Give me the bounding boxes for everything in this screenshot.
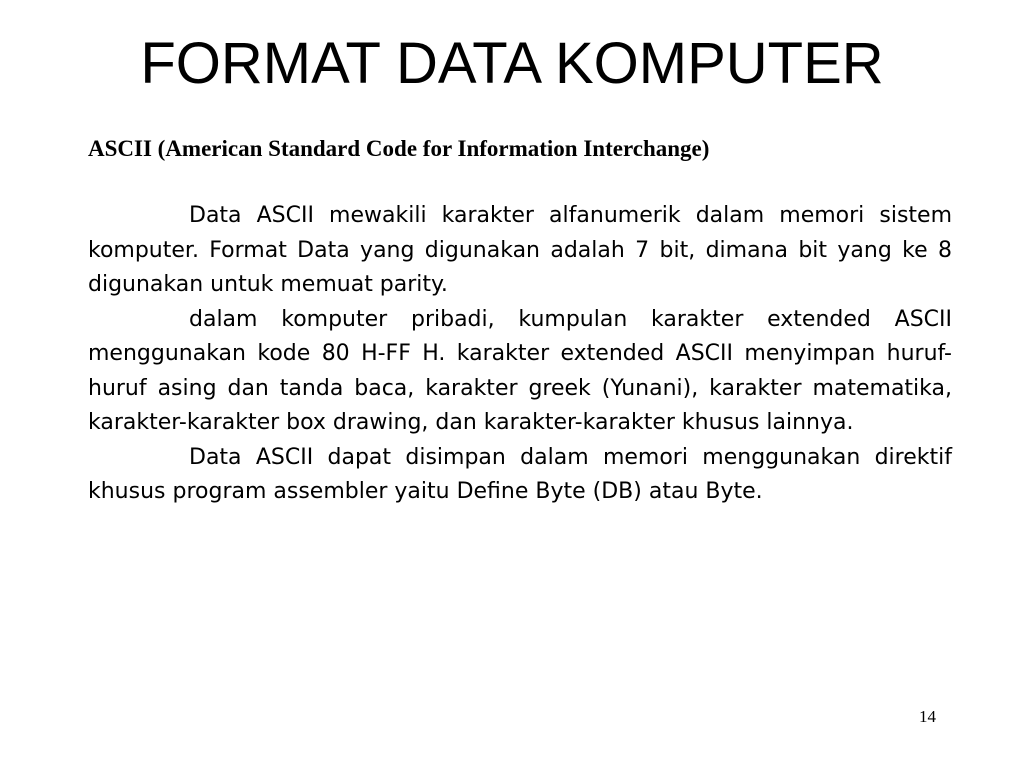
slide-title: FORMAT DATA KOMPUTER — [140, 31, 884, 96]
body-paragraph-2: dalam komputer pribadi, kumpulan karakter extended ASCII menggunakan kode 80 H-FF H. karakter extended ASCII menyimpan huruf-huruf asing dan tanda baca, karakter greek (Yunani), karakter matematika, karakter-karakter box drawing, dan karakter-karakter khusus lainnya. — [88, 306, 952, 435]
slide-body — [88, 199, 952, 510]
body-paragraph-1: Data ASCII mewakili karakter alfanumerik dalam memori sistem komputer. Format Data yang digunakan adalah 7 bit, dimana bit yang ke 8 digunakan untuk memuat parity. — [88, 203, 952, 297]
body-paragraph-3: Data ASCII dapat disimpan dalam memori menggunakan direktif khusus program assembler yaitu Define Byte (DB) atau Byte. — [88, 444, 952, 504]
slide-subtitle: ASCII (American Standard Code for Information Interchange) — [88, 136, 710, 161]
slide-page-number: 14 — [919, 707, 936, 726]
